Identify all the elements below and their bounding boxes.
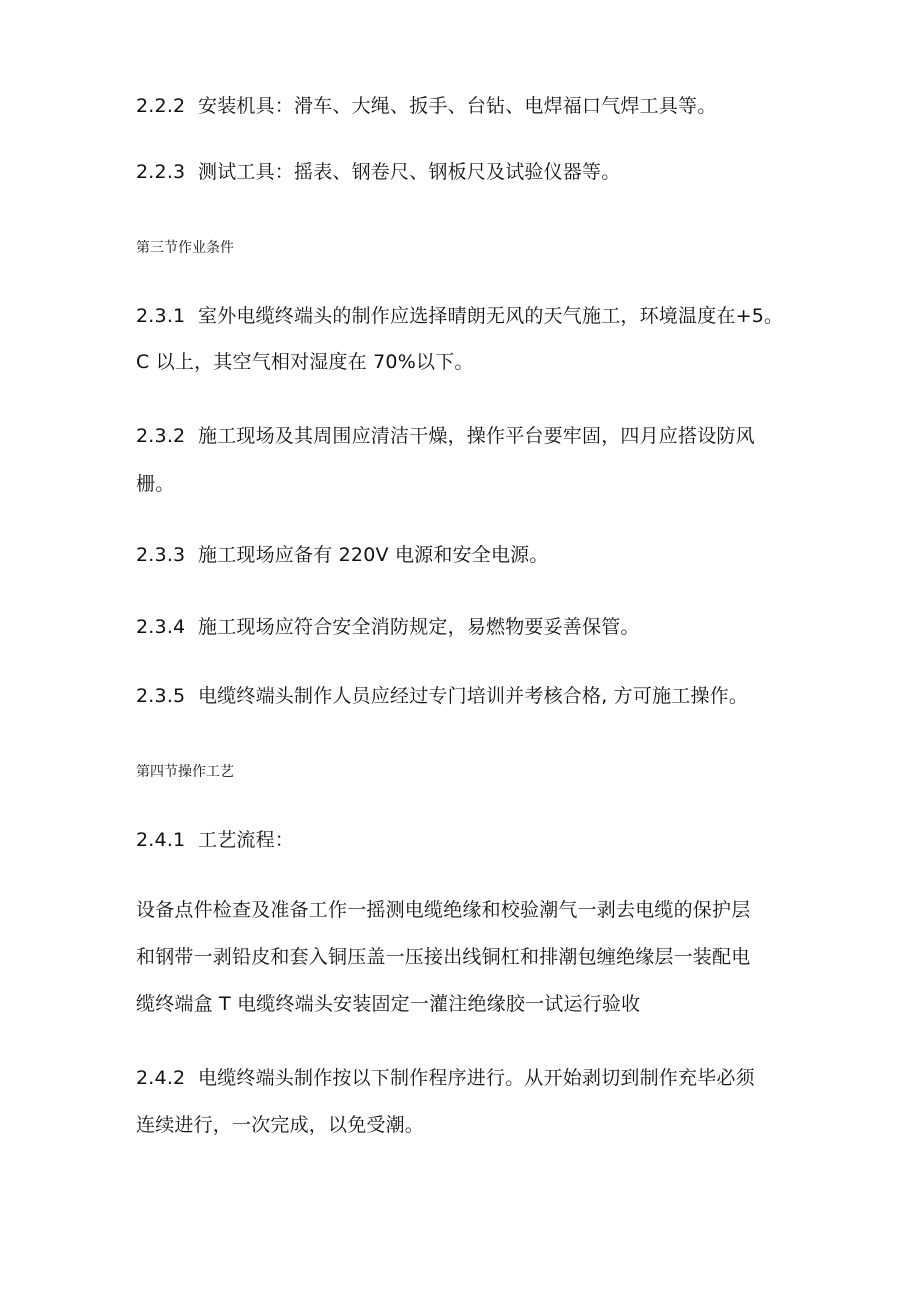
item-text: 室外电缆终端头的制作应选择晴朗无风的天气施工，环境温度在+5。 (198, 305, 784, 327)
item-2-4-1 (136, 828, 294, 852)
item-number: 2.2.3 (136, 161, 186, 183)
process-flow-line-1: 设备点件检查及准备工作一摇测电缆绝缘和校验潮气一剥去电缆的保护层 (136, 899, 751, 921)
item-2-2-3 (136, 160, 620, 184)
section-heading-4: 第四节操作工艺 (136, 764, 234, 780)
section-heading-3: 第三节作业条件 (136, 240, 234, 256)
item-2-3-1 (136, 304, 783, 328)
item-text: 电缆终端头制作人员应经过专门培训并考核合格, 方可施工操作。 (198, 685, 749, 707)
item-2-3-2-continuation: 栅。 (136, 473, 175, 495)
item-number: 2.3.5 (136, 685, 186, 707)
item-number: 2.3.3 (136, 544, 186, 566)
item-number: 2.2.2 (136, 95, 186, 117)
item-text: 施工现场应备有 220V 电源和安全电源。 (198, 544, 549, 566)
item-number: 2.4.1 (136, 829, 186, 851)
process-flow-line-2: 和钢带一剥铅皮和套入铜压盖一压接出线铜杠和排潮包缠绝缘层一装配电 (136, 946, 751, 968)
item-number: 2.3.1 (136, 305, 186, 327)
item-text: 施工现场应符合安全消防规定，易燃物要妥善保管。 (198, 616, 640, 638)
item-number: 2.3.2 (136, 425, 186, 447)
item-2-3-1-continuation: C 以上，其空气相对湿度在 70%以下。 (136, 351, 474, 373)
item-2-3-5 (136, 684, 748, 708)
item-text: 安装机具：滑车、大绳、扳手、台钻、电焊福口气焊工具等。 (198, 95, 717, 117)
item-2-4-2 (136, 1066, 755, 1090)
item-number: 2.4.2 (136, 1067, 186, 1089)
item-2-3-3 (136, 543, 549, 567)
item-2-2-2 (136, 94, 716, 118)
item-2-3-4 (136, 615, 640, 639)
item-text: 施工现场及其周围应清洁干燥，操作平台要牢固，四月应搭设防风 (198, 425, 755, 447)
item-2-4-2-continuation: 连续进行，一次完成，以免受潮。 (136, 1114, 425, 1136)
item-text: 工艺流程： (198, 829, 295, 851)
process-flow-line-3: 缆终端盒 T 电缆终端头安装固定一灌注绝缘胶一试运行验收 (136, 993, 641, 1015)
item-2-3-2 (136, 424, 755, 448)
item-text: 测试工具：摇表、钢卷尺、钢板尺及试验仪器等。 (198, 161, 621, 183)
item-number: 2.3.4 (136, 616, 186, 638)
item-text: 电缆终端头制作按以下制作程序进行。从开始剥切到制作充毕必须 (198, 1067, 755, 1089)
